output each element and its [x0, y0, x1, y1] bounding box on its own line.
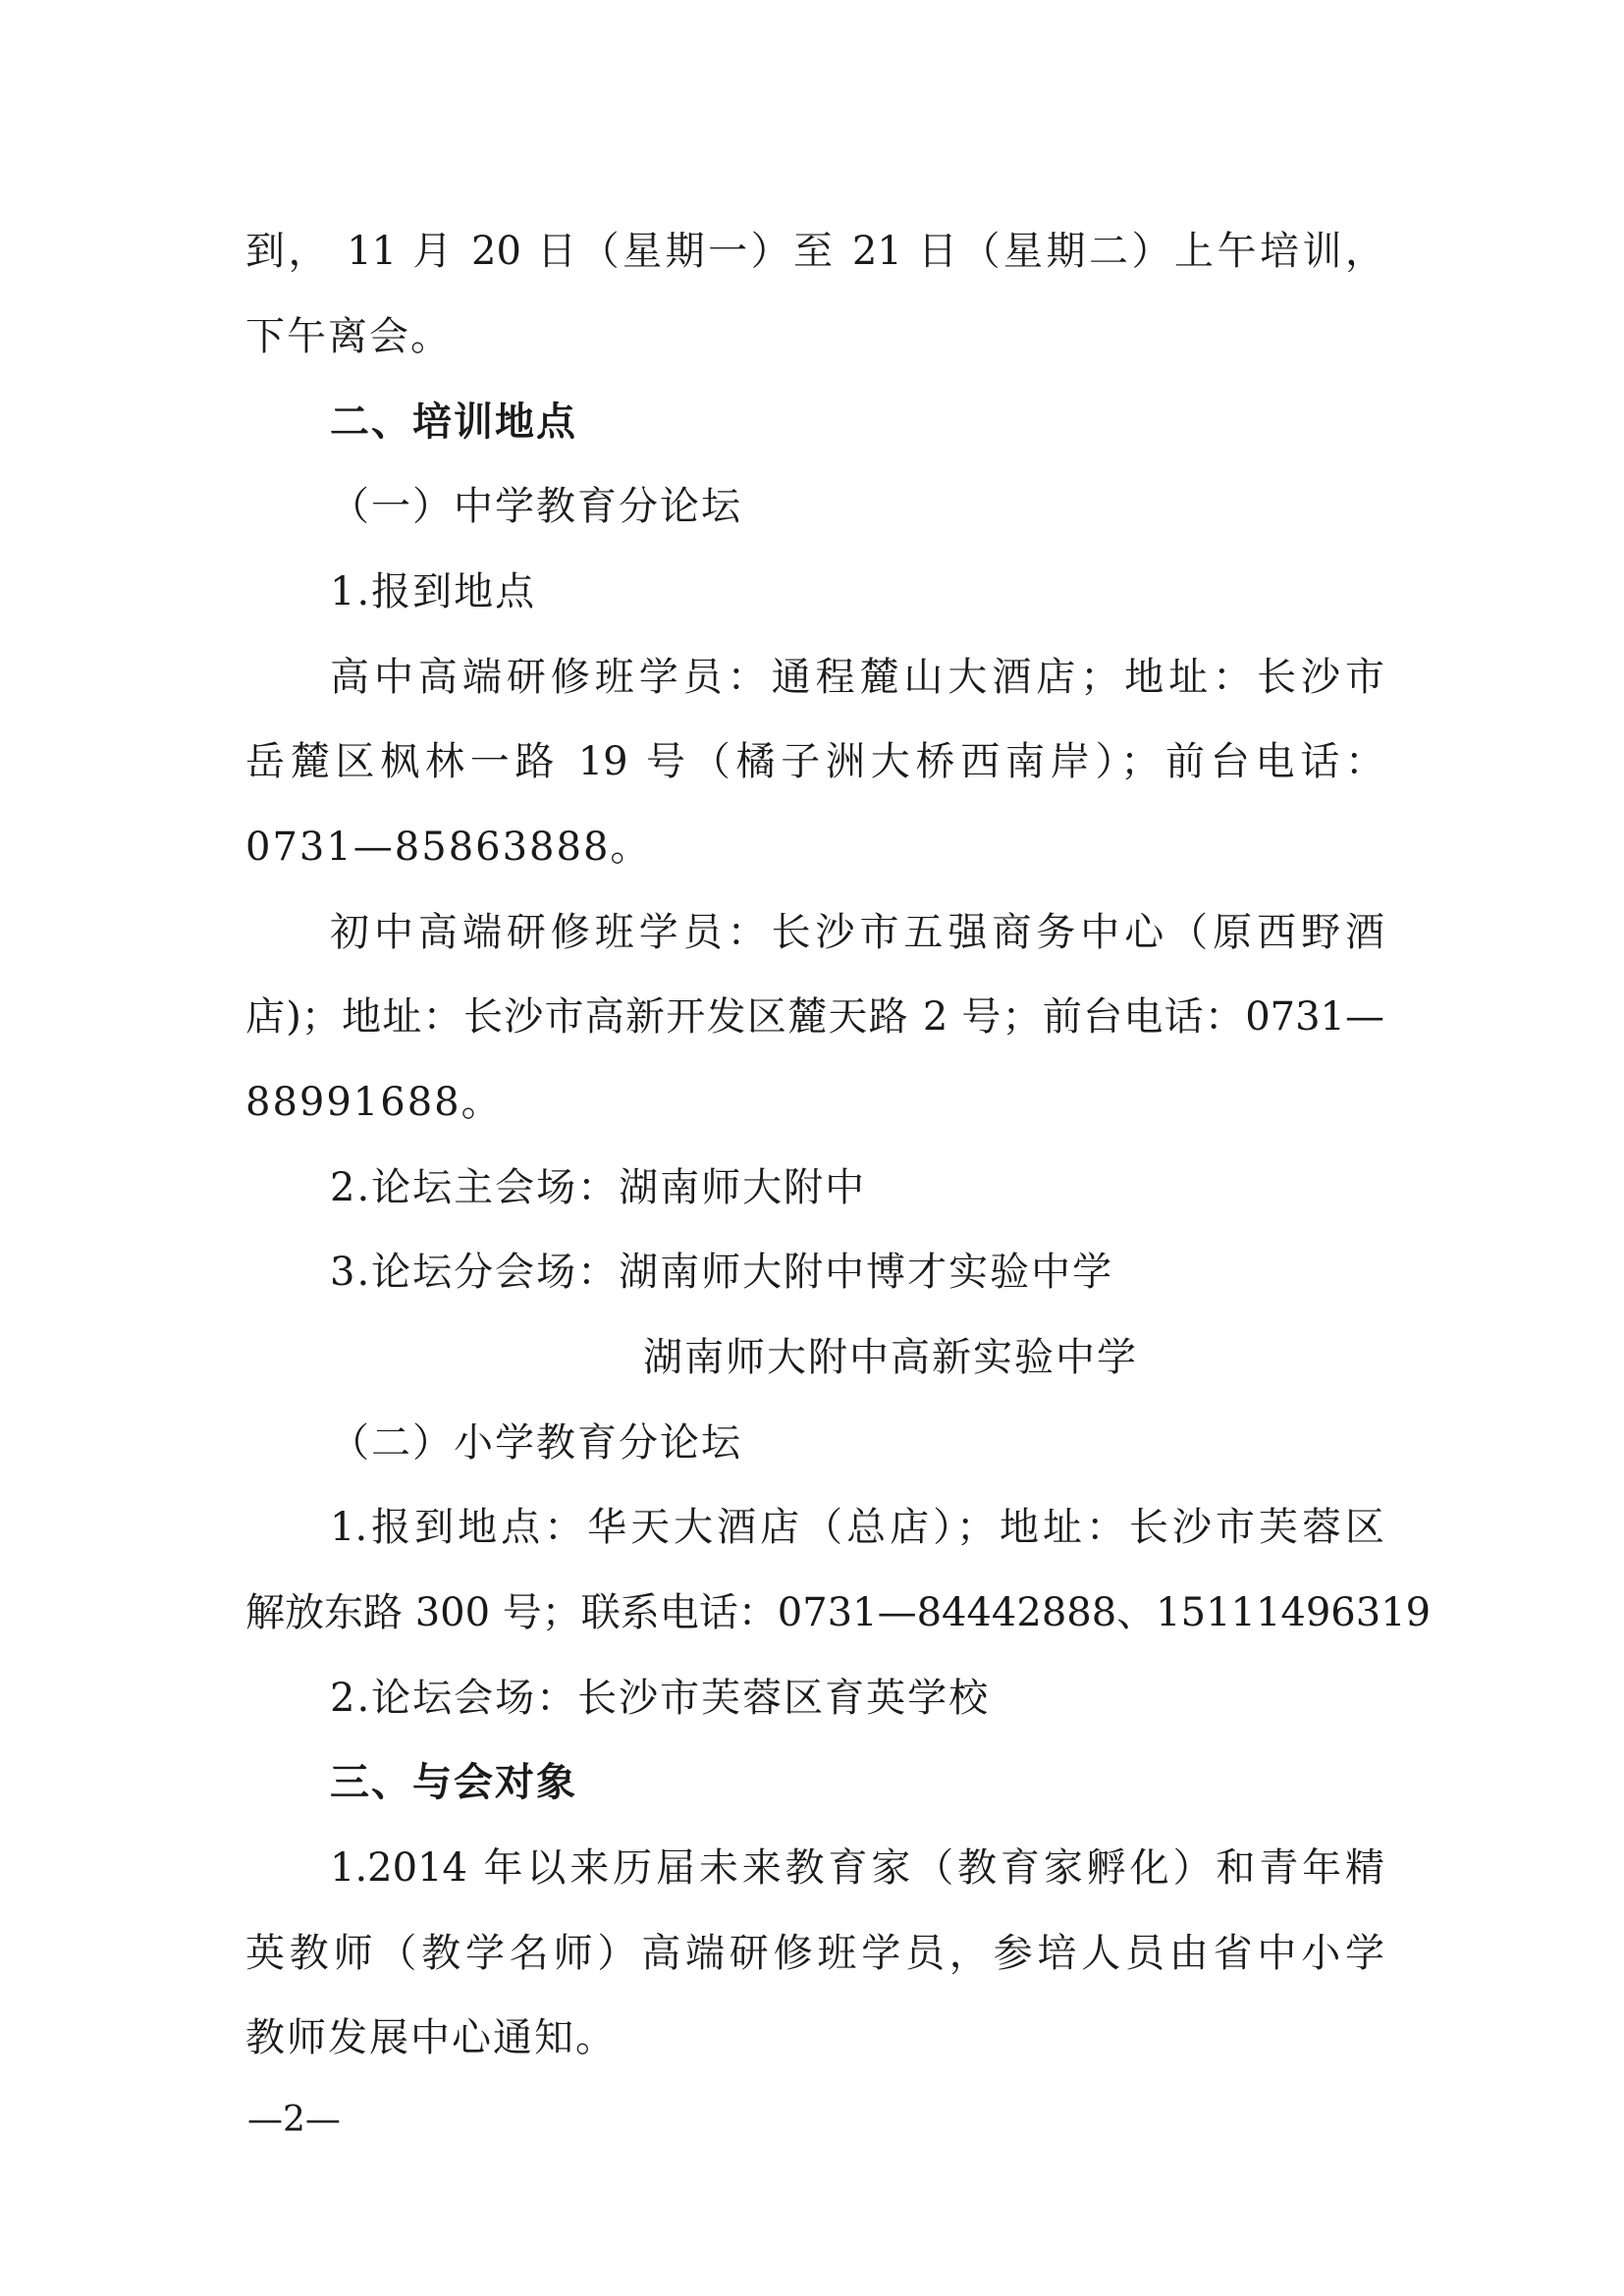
item-primary-venue: 2.论坛会场：长沙市芙蓉区育英学校 — [330, 1676, 991, 1721]
item-registration-location: 1.报到地点 — [330, 569, 537, 614]
subsection-heading-primary-school: （二）小学教育分论坛 — [330, 1420, 742, 1466]
item-main-venue: 2.论坛主会场：湖南师大附中 — [330, 1165, 867, 1210]
paragraph-line-participants-3: 教师发展中心通知。 — [245, 2015, 617, 2060]
section-heading-participants: 三、与会对象 — [330, 1759, 577, 1805]
section-heading-training-location: 二、培训地点 — [330, 399, 577, 445]
paragraph-line-1: 到， 11 月 20 日（星期一）至 21 日（星期二）上午培训， — [245, 229, 1384, 274]
paragraph-line-high-school-2: 岳麓区枫林一路 19 号（橘子洲大桥西南岸）；前台电话： — [245, 739, 1384, 784]
paragraph-line-junior-2: 店)；地址：长沙市高新开发区麓天路 2 号；前台电话：0731— — [245, 994, 1384, 1040]
paragraph-line-2: 下午离会。 — [245, 314, 452, 359]
paragraph-line-primary-1: 1.报到地点：华天大酒店（总店）；地址：长沙市芙蓉区 — [330, 1505, 1384, 1550]
item-branch-venue: 3.论坛分会场：湖南师大附中博才实验中学 — [330, 1250, 1114, 1295]
item-branch-venue-2: 湖南师大附中高新实验中学 — [643, 1335, 1138, 1380]
paragraph-line-junior-3: 88991688。 — [245, 1080, 503, 1125]
page-number: —2— — [247, 2100, 341, 2140]
paragraph-line-junior-1: 初中高端研修班学员：长沙市五强商务中心（原西野酒 — [330, 910, 1384, 955]
paragraph-line-participants-1: 1.2014 年以来历届未来教育家（教育家孵化）和青年精 — [330, 1845, 1384, 1891]
paragraph-line-high-school-1: 高中高端研修班学员：通程麓山大酒店；地址：长沙市 — [330, 655, 1384, 700]
subsection-heading-middle-school: （一）中学教育分论坛 — [330, 484, 742, 529]
paragraph-line-participants-2: 英教师（教学名师）高端研修班学员，参培人员由省中小学 — [245, 1931, 1384, 1976]
paragraph-line-high-school-3: 0731—85863888。 — [245, 825, 652, 870]
paragraph-line-primary-2: 解放东路 300 号；联系电话：0731—84442888、15111496319 — [245, 1590, 1432, 1635]
